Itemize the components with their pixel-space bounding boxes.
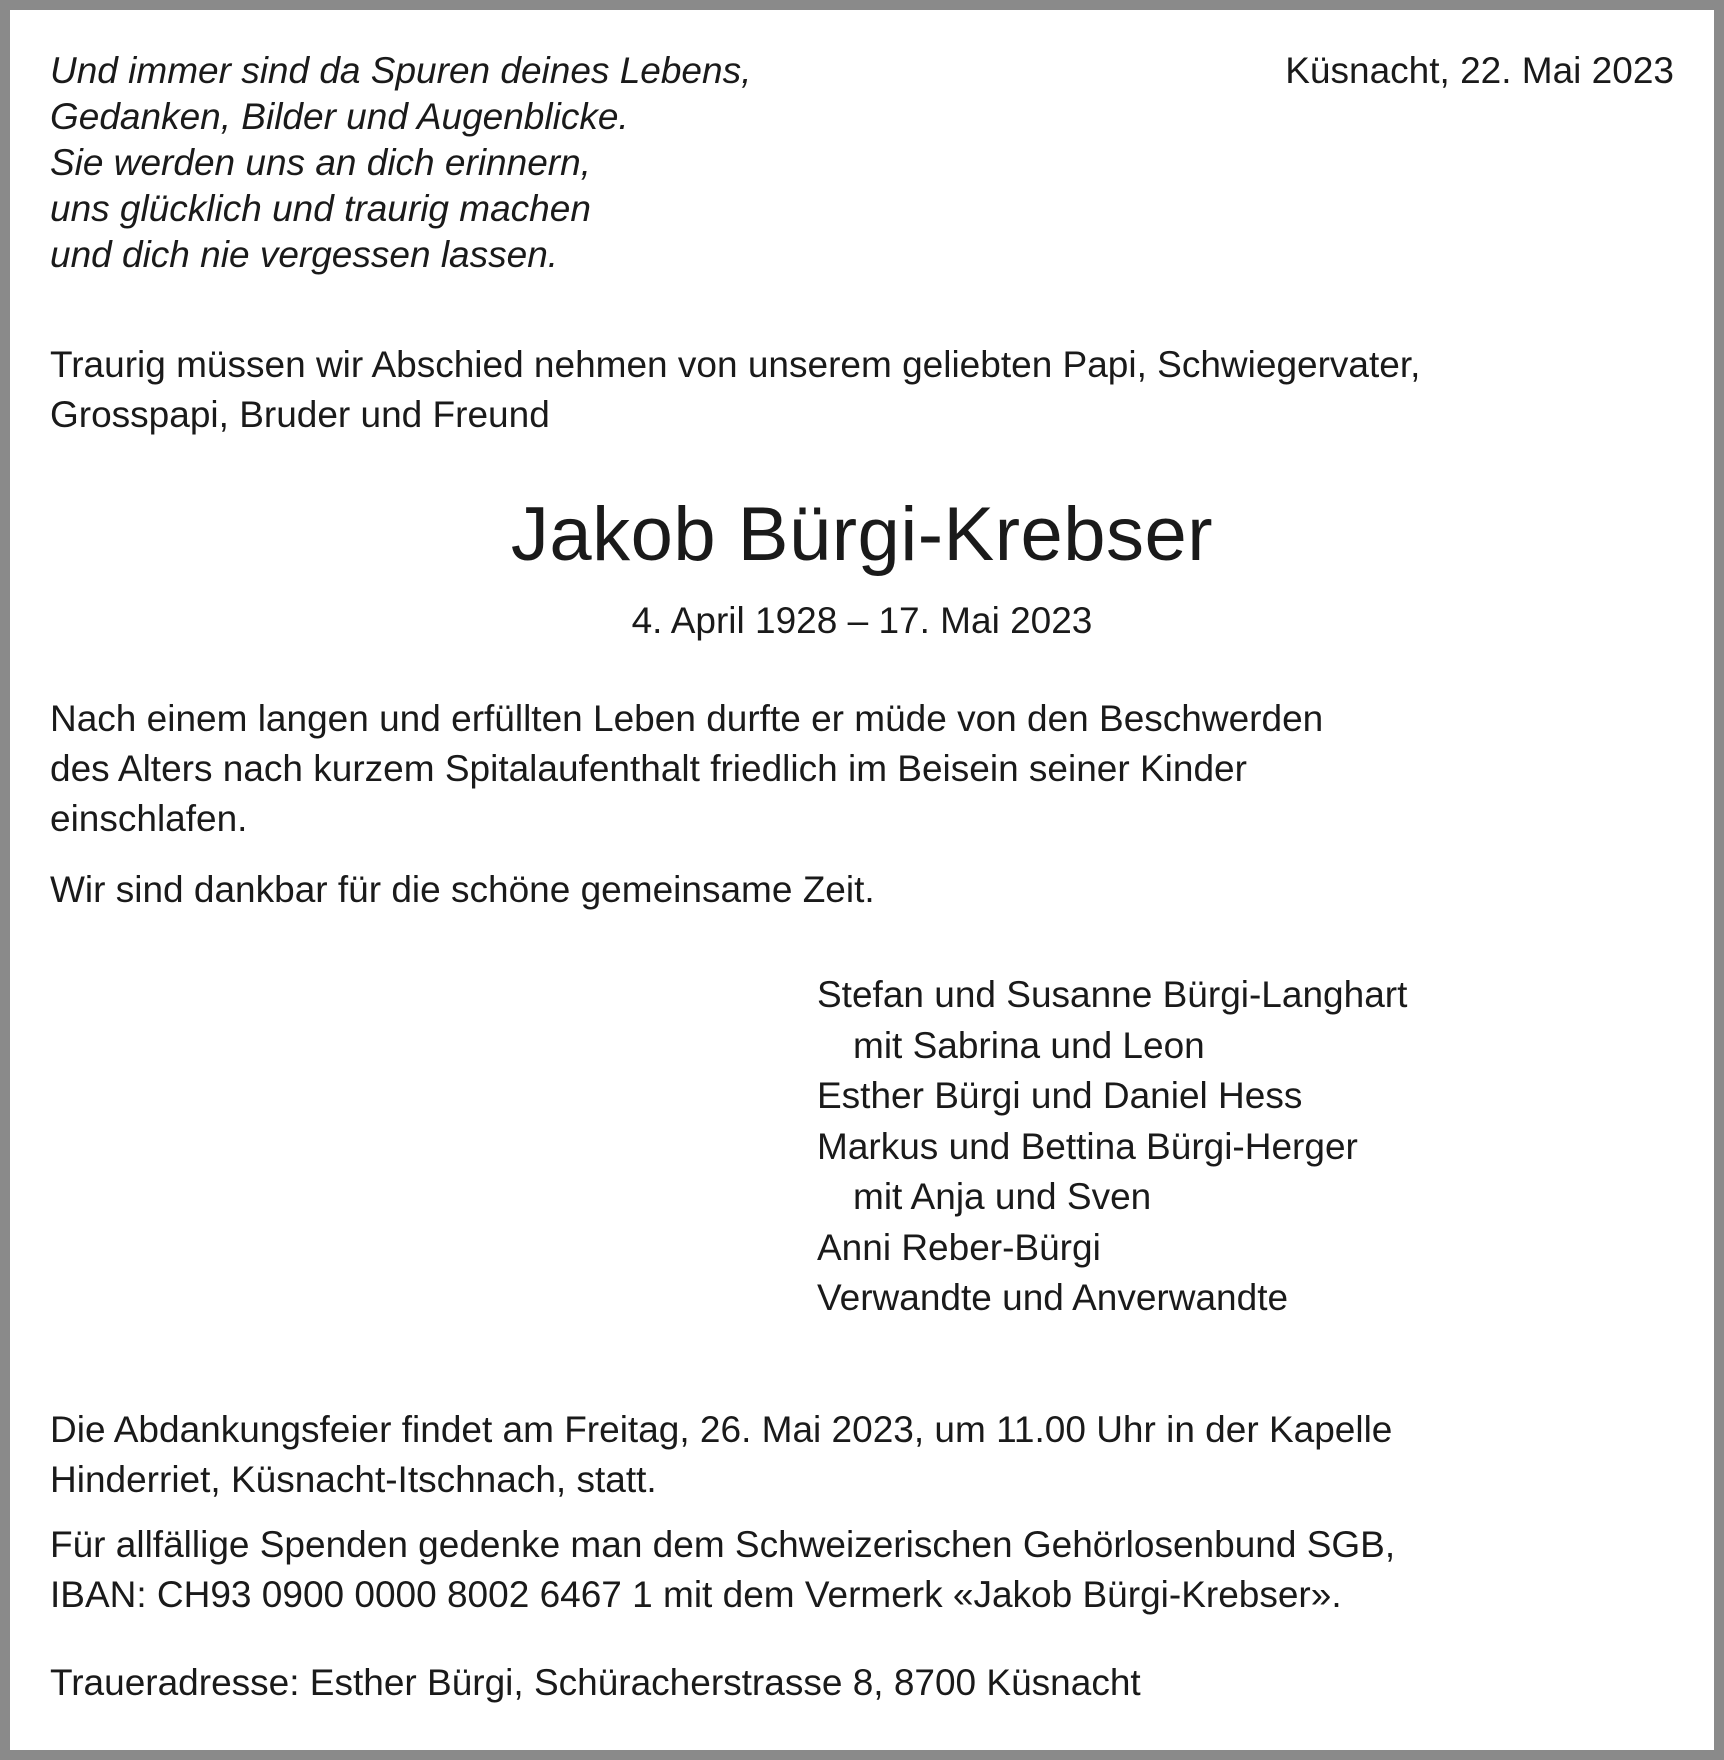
deceased-name: Jakob Bürgi-Krebser [510,492,1214,577]
donation-line: IBAN: CH93 0900 0000 8002 6467 1 mit dem Vermerk «Jakob Bürgi-Krebser». [50,1574,1342,1615]
mourner-entry: mit Anja und Sven [853,1176,1152,1217]
donation-info [50,1520,1670,1620]
passing-line: Nach einem langen und erfüllten Leben durfte er müde von den Beschwerden [50,698,1324,739]
passing-text [50,694,1650,844]
intro-text [50,340,1650,440]
passing-line: des Alters nach kurzem Spitalaufenthalt friedlich im Beisein seiner Kinder [50,748,1247,789]
mourner-entry: mit Sabrina und Leon [853,1024,1205,1066]
mourner-entry: Markus und Bettina Bürgi-Herger [817,1125,1358,1167]
passing-line: einschlafen. [50,798,248,839]
poem-line: Und immer sind da Spuren deines Lebens, [50,50,752,91]
place-and-date: Küsnacht, 22. Mai 2023 [1285,50,1674,91]
intro-line: Grosspapi, Bruder und Freund [50,394,550,435]
funeral-service-info [50,1405,1670,1505]
poem-line: und dich nie vergessen lassen. [50,234,559,275]
intro-line: Traurig müssen wir Abschied nehmen von unserem geliebten Papi, Schwiegervater, [50,344,1421,385]
poem-line: uns glücklich und traurig machen [50,188,591,229]
service-line: Die Abdankungsfeier findet am Freitag, 26. Mai 2023, um 11.00 Uhr in der Kapelle [50,1409,1393,1450]
service-line: Hinderriet, Küsnacht-Itschnach, statt. [50,1459,657,1500]
life-dates: 4. April 1928 – 17. Mai 2023 [631,600,1093,641]
mourners-list [817,970,1637,1324]
poem-line: Sie werden uns an dich erinnern, [50,142,591,183]
poem-line: Gedanken, Bilder und Augenblicke. [50,96,629,137]
donation-line: Für allfällige Spenden gedenke man dem Schweizerischen Gehörlosenbund SGB, [50,1524,1396,1565]
memorial-poem [50,48,950,278]
mourner-entry: Stefan und Susanne Bürgi-Langhart [817,974,1408,1015]
thanks-text: Wir sind dankbar für die schöne gemeinsame Zeit. [50,869,875,910]
mourning-address: Traueradresse: Esther Bürgi, Schüracherstrasse 8, 8700 Küsnacht [50,1662,1141,1703]
mourner-entry: Anni Reber-Bürgi [817,1226,1101,1268]
mourner-entry: Esther Bürgi und Daniel Hess [817,1075,1303,1116]
mourner-entry: Verwandte und Anverwandte [817,1277,1289,1318]
